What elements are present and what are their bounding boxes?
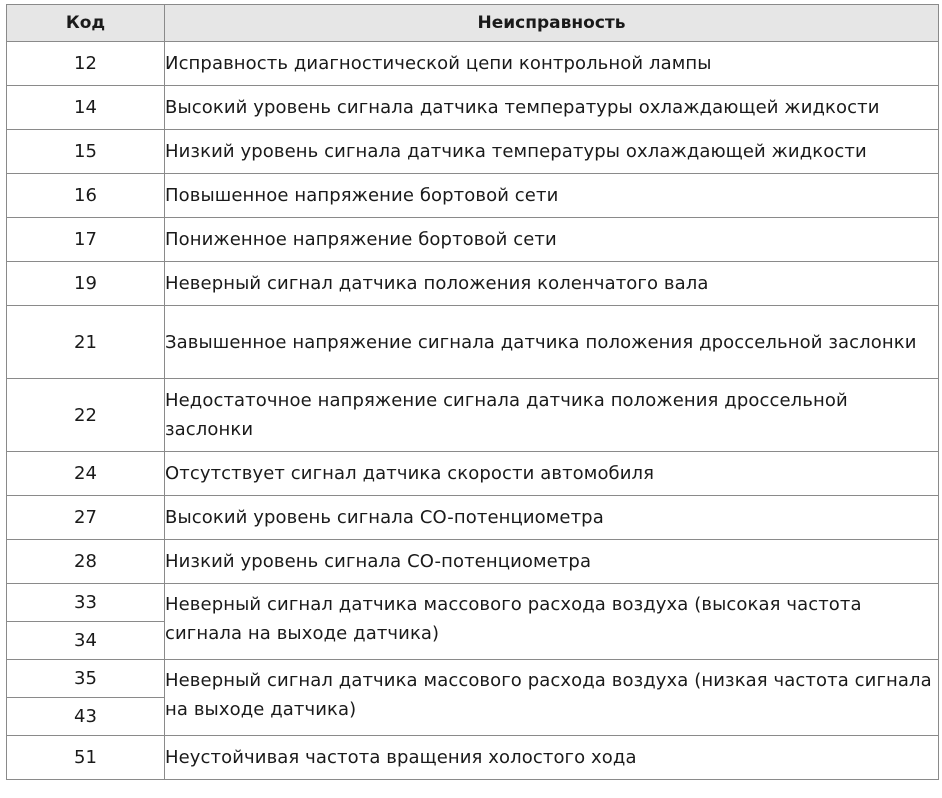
description-cell: Исправность диагностической цепи контрольной лампы [165,42,939,86]
description-cell: Завышенное напряжение сигнала датчика положения дроссельной заслонки [165,306,939,379]
table-row [7,262,939,306]
header-code: Код [7,5,165,42]
code-cell: 15 [7,130,165,174]
code-cell: 22 [7,379,165,452]
table-header-row [7,5,939,42]
table-row [7,130,939,174]
table-row [7,86,939,130]
description-cell: Неверный сигнал датчика массового расхода воздуха (низкая частота сигнала на выходе датчика) [165,660,939,736]
code-cell: 19 [7,262,165,306]
table-row [7,174,939,218]
code-cell: 17 [7,218,165,262]
code-cell: 34 [7,622,165,660]
code-cell: 35 [7,660,165,698]
description-cell: Высокий уровень сигнала CO-потенциометра [165,496,939,540]
description-cell: Низкий уровень сигнала датчика температуры охлаждающей жидкости [165,130,939,174]
code-cell: 51 [7,736,165,780]
code-cell: 33 [7,584,165,622]
table-row [7,736,939,780]
fault-codes-table [6,4,939,780]
table-row [7,42,939,86]
description-cell: Неверный сигнал датчика положения коленчатого вала [165,262,939,306]
code-cell: 27 [7,496,165,540]
description-cell: Неустойчивая частота вращения холостого хода [165,736,939,780]
code-cell: 16 [7,174,165,218]
table-row [7,584,939,622]
description-cell: Отсутствует сигнал датчика скорости автомобиля [165,452,939,496]
table-row [7,540,939,584]
code-cell: 43 [7,698,165,736]
description-cell: Повышенное напряжение бортовой сети [165,174,939,218]
table-row [7,660,939,698]
description-cell: Пониженное напряжение бортовой сети [165,218,939,262]
code-cell: 24 [7,452,165,496]
code-cell: 14 [7,86,165,130]
header-description: Неисправность [165,5,939,42]
table-row [7,218,939,262]
code-cell: 12 [7,42,165,86]
table-row [7,379,939,452]
code-cell: 28 [7,540,165,584]
table-row [7,452,939,496]
description-cell: Низкий уровень сигнала CO-потенциометра [165,540,939,584]
table-row [7,306,939,379]
code-cell: 21 [7,306,165,379]
description-cell: Недостаточное напряжение сигнала датчика положения дроссельной заслонки [165,379,939,452]
table-row [7,496,939,540]
description-cell: Высокий уровень сигнала датчика температуры охлаждающей жидкости [165,86,939,130]
description-cell: Неверный сигнал датчика массового расхода воздуха (высокая частота сигнала на выходе датчика) [165,584,939,660]
